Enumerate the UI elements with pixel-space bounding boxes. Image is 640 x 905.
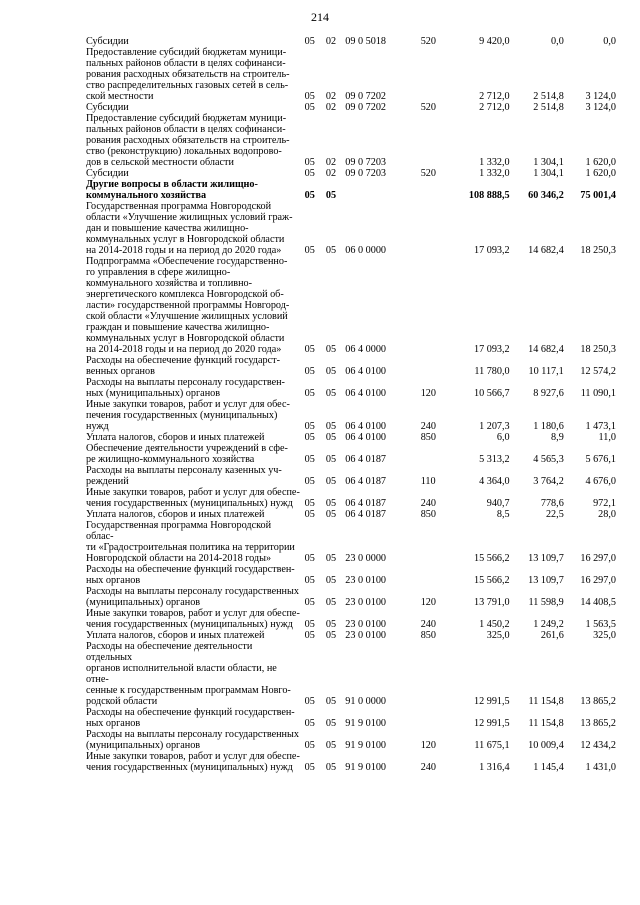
expense-type-code: 240 xyxy=(420,421,436,432)
row-description: Предоставление субсидий бюджетам муници- пальных районов области в целях софинанси- рования расходных обязательств на строитель- ство распределительных газовых сетей в сель- ской местности xyxy=(86,47,290,102)
subsection-code: 05 xyxy=(325,421,337,432)
amount-col-3: 18 250,3 xyxy=(580,344,616,355)
expense-type-code: 520 xyxy=(420,36,436,47)
subsection-code: 02 xyxy=(325,102,337,113)
row-description: Расходы на обеспечение функций государствен- ных органов xyxy=(86,564,295,586)
subsection-code: 05 xyxy=(325,630,337,641)
subsection-code: 02 xyxy=(325,91,337,102)
target-item-code: 91 0 0000 xyxy=(345,696,387,707)
table-row xyxy=(86,443,616,465)
amount-col-3: 972,1 xyxy=(593,498,616,509)
amount-col-1: 108 888,5 xyxy=(468,190,510,201)
expense-type-code: 240 xyxy=(420,762,436,773)
amount-col-1: 17 093,2 xyxy=(473,245,510,256)
amount-col-2: 1 249,2 xyxy=(533,619,564,630)
table-row xyxy=(86,399,616,432)
target-item-code: 09 0 7202 xyxy=(345,102,387,113)
amount-col-2: 0,0 xyxy=(551,36,564,47)
subsection-code: 05 xyxy=(325,696,337,707)
amount-col-1: 13 791,0 xyxy=(473,597,510,608)
section-code: 05 xyxy=(304,718,315,729)
table-row xyxy=(86,630,616,641)
amount-col-1: 12 991,5 xyxy=(473,718,510,729)
table-row xyxy=(86,729,616,751)
row-description: Обеспечение деятельности учреждений в сфе- ре жилищно-коммунального хозяйства xyxy=(86,443,288,465)
subsection-code: 05 xyxy=(325,388,337,399)
expense-type-code: 850 xyxy=(420,432,436,443)
table-row xyxy=(86,586,616,608)
amount-col-1: 11 675,1 xyxy=(474,740,510,751)
subsection-code: 02 xyxy=(325,36,337,47)
section-code: 05 xyxy=(304,102,315,113)
amount-col-3: 1 473,1 xyxy=(585,421,616,432)
expense-type-code: 120 xyxy=(420,388,436,399)
page-number: 214 xyxy=(311,10,329,24)
target-item-code: 23 0 0100 xyxy=(345,630,387,641)
subsection-code: 05 xyxy=(325,762,337,773)
amount-col-1: 6,0 xyxy=(496,432,510,443)
amount-col-1: 9 420,0 xyxy=(479,36,510,47)
subsection-code: 05 xyxy=(325,509,337,520)
section-code: 05 xyxy=(304,36,315,47)
row-description: Уплата налогов, сборов и иных платежей xyxy=(86,509,265,520)
section-code: 05 xyxy=(304,498,315,509)
subsection-code: 05 xyxy=(325,344,337,355)
amount-col-3: 4 676,0 xyxy=(585,476,616,487)
section-code: 05 xyxy=(304,696,315,707)
subsection-code: 05 xyxy=(325,597,337,608)
amount-col-2: 11 154,8 xyxy=(528,696,564,707)
row-description: Расходы на выплаты персоналу государственных (муниципальных) органов xyxy=(86,586,299,608)
section-code: 05 xyxy=(304,168,315,179)
target-item-code: 09 0 7203 xyxy=(345,157,387,168)
section-code: 05 xyxy=(304,190,315,201)
amount-col-2: 2 514,8 xyxy=(533,102,564,113)
target-item-code: 91 9 0100 xyxy=(345,740,387,751)
row-description: Подпрограмма «Обеспечение государственно- го управления в сфере жилищно- коммунального хозяйства и топливно- энергетического комплекса Новгородской об- ласти» государственной программы Новгород- ской области «Улучшение жилищных условий граждан и повышение качества жилищно- коммунальных услуг в Новгородской области на 2014-2018 годы и на период до 2020 года» xyxy=(86,256,290,355)
target-item-code: 23 0 0000 xyxy=(345,553,387,564)
expense-type-code: 520 xyxy=(420,102,436,113)
row-description: Другие вопросы в области жилищно- коммунального хозяйства xyxy=(86,179,258,201)
amount-col-2: 8 927,6 xyxy=(533,388,564,399)
section-code: 05 xyxy=(304,619,315,630)
amount-col-2: 2 514,8 xyxy=(533,91,564,102)
amount-col-3: 3 124,0 xyxy=(585,102,616,113)
amount-col-1: 2 712,0 xyxy=(479,91,510,102)
table-row xyxy=(86,564,616,586)
target-item-code: 06 4 0187 xyxy=(345,454,387,465)
amount-col-1: 15 566,2 xyxy=(473,553,510,564)
amount-col-1: 1 450,2 xyxy=(479,619,510,630)
amount-col-1: 15 566,2 xyxy=(473,575,510,586)
section-code: 05 xyxy=(304,91,315,102)
subsection-code: 05 xyxy=(325,718,337,729)
table-row xyxy=(86,201,616,256)
subsection-code: 05 xyxy=(325,498,337,509)
section-code: 05 xyxy=(304,388,315,399)
amount-col-2: 10 117,1 xyxy=(528,366,564,377)
amount-col-1: 1 332,0 xyxy=(479,157,510,168)
amount-col-1: 17 093,2 xyxy=(473,344,510,355)
table-row xyxy=(86,608,616,630)
amount-col-3: 1 431,0 xyxy=(585,762,616,773)
table-row xyxy=(86,47,616,102)
amount-col-1: 10 566,7 xyxy=(473,388,510,399)
subsection-code: 02 xyxy=(325,168,337,179)
amount-col-1: 12 991,5 xyxy=(473,696,510,707)
amount-col-3: 1 620,0 xyxy=(585,157,616,168)
subsection-code: 05 xyxy=(325,619,337,630)
row-description: Расходы на выплаты персоналу государственных (муниципальных) органов xyxy=(86,729,299,751)
amount-col-3: 11 090,1 xyxy=(580,388,616,399)
expense-type-code: 850 xyxy=(420,509,436,520)
target-item-code: 06 4 0100 xyxy=(345,388,387,399)
target-item-code: 06 4 0100 xyxy=(345,421,387,432)
amount-col-2: 261,6 xyxy=(540,630,564,641)
amount-col-3: 1 620,0 xyxy=(585,168,616,179)
amount-col-3: 16 297,0 xyxy=(580,575,616,586)
target-item-code: 91 9 0100 xyxy=(345,718,387,729)
amount-col-2: 22,5 xyxy=(545,509,564,520)
target-item-code: 06 4 0187 xyxy=(345,476,387,487)
target-item-code: 09 0 5018 xyxy=(345,36,387,47)
amount-col-3: 1 563,5 xyxy=(585,619,616,630)
amount-col-1: 2 712,0 xyxy=(479,102,510,113)
subsection-code: 05 xyxy=(325,454,337,465)
amount-col-2: 60 346,2 xyxy=(528,190,564,201)
amount-col-2: 1 145,4 xyxy=(533,762,564,773)
row-description: Иные закупки товаров, работ и услуг для обес- печения государственных (муниципальных) нужд xyxy=(86,399,290,432)
table-row xyxy=(86,641,616,707)
table-row xyxy=(86,168,616,179)
section-code: 05 xyxy=(304,454,315,465)
section-code: 05 xyxy=(304,366,315,377)
amount-col-1: 4 364,0 xyxy=(479,476,510,487)
amount-col-1: 940,7 xyxy=(486,498,510,509)
target-item-code: 23 0 0100 xyxy=(345,597,387,608)
section-code: 05 xyxy=(304,575,315,586)
table-row xyxy=(86,36,616,47)
amount-col-3: 0,0 xyxy=(603,36,616,47)
section-code: 05 xyxy=(304,597,315,608)
target-item-code: 06 0 0000 xyxy=(345,245,387,256)
amount-col-1: 1 316,4 xyxy=(479,762,510,773)
expense-type-code: 110 xyxy=(420,476,436,487)
amount-col-3: 16 297,0 xyxy=(580,553,616,564)
expense-type-code: 120 xyxy=(420,740,436,751)
section-code: 05 xyxy=(304,432,315,443)
row-description: Расходы на обеспечение функций государствен- ных органов xyxy=(86,707,295,729)
amount-col-1: 11 780,0 xyxy=(474,366,510,377)
amount-col-3: 14 408,5 xyxy=(580,597,616,608)
row-description: Государственная программа Новгородской облас- ти «Градостроительная политика на территории Новгородской области на 2014-2018 годы» xyxy=(86,520,295,564)
row-description: Расходы на выплаты персоналу государствен- ных (муниципальных) органов xyxy=(86,377,285,399)
subsection-code: 05 xyxy=(325,553,337,564)
table-row xyxy=(86,432,616,443)
amount-col-2: 11 598,9 xyxy=(528,597,564,608)
row-description: Субсидии xyxy=(86,168,129,179)
subsection-code: 05 xyxy=(325,245,337,256)
target-item-code: 06 4 0000 xyxy=(345,344,387,355)
subsection-code: 05 xyxy=(325,575,337,586)
target-item-code: 06 4 0187 xyxy=(345,498,387,509)
amount-col-2: 10 009,4 xyxy=(528,740,564,751)
target-item-code: 06 4 0100 xyxy=(345,366,387,377)
amount-col-2: 13 109,7 xyxy=(528,575,564,586)
target-item-code: 06 4 0100 xyxy=(345,432,387,443)
amount-col-2: 13 109,7 xyxy=(528,553,564,564)
expense-type-code: 850 xyxy=(420,630,436,641)
section-code: 05 xyxy=(304,509,315,520)
amount-col-3: 75 001,4 xyxy=(580,190,616,201)
amount-col-3: 18 250,3 xyxy=(580,245,616,256)
amount-col-3: 5 676,1 xyxy=(585,454,616,465)
table-row xyxy=(86,102,616,113)
row-description: Расходы на выплаты персоналу казенных уч- реждений xyxy=(86,465,282,487)
expense-type-code: 240 xyxy=(420,619,436,630)
target-item-code: 06 4 0187 xyxy=(345,509,387,520)
subsection-code: 05 xyxy=(325,476,337,487)
table-row xyxy=(86,751,616,773)
amount-col-2: 8,9 xyxy=(551,432,564,443)
subsection-code: 05 xyxy=(325,432,337,443)
amount-col-1: 5 313,2 xyxy=(479,454,510,465)
table-row xyxy=(86,113,616,168)
amount-col-2: 778,6 xyxy=(540,498,564,509)
table-row xyxy=(86,355,616,377)
table-row xyxy=(86,707,616,729)
row-description: Субсидии xyxy=(86,36,129,47)
subsection-code: 05 xyxy=(325,740,337,751)
subsection-code: 05 xyxy=(325,366,337,377)
section-code: 05 xyxy=(304,344,315,355)
row-description: Иные закупки товаров, работ и услуг для обеспе- чения государственных (муниципальных) нужд xyxy=(86,751,300,773)
amount-col-3: 13 865,2 xyxy=(580,696,616,707)
expense-type-code: 240 xyxy=(420,498,436,509)
expense-type-code: 520 xyxy=(420,168,436,179)
amount-col-2: 11 154,8 xyxy=(528,718,564,729)
section-code: 05 xyxy=(304,157,315,168)
amount-col-3: 13 865,2 xyxy=(580,718,616,729)
row-description: Уплата налогов, сборов и иных платежей xyxy=(86,630,265,641)
subsection-code: 02 xyxy=(325,157,337,168)
amount-col-3: 12 434,2 xyxy=(580,740,616,751)
amount-col-2: 3 764,2 xyxy=(533,476,564,487)
section-code: 05 xyxy=(304,245,315,256)
row-description: Иные закупки товаров, работ и услуг для обеспе- чения государственных (муниципальных) нужд xyxy=(86,608,300,630)
amount-col-1: 325,0 xyxy=(486,630,510,641)
amount-col-2: 1 180,6 xyxy=(533,421,564,432)
expense-type-code: 120 xyxy=(420,597,436,608)
section-code: 05 xyxy=(304,553,315,564)
table-row xyxy=(86,520,616,564)
amount-col-1: 8,5 xyxy=(496,509,510,520)
row-description: Уплата налогов, сборов и иных платежей xyxy=(86,432,265,443)
table-row xyxy=(86,465,616,487)
amount-col-3: 28,0 xyxy=(598,509,616,520)
table-row xyxy=(86,256,616,355)
section-code: 05 xyxy=(304,476,315,487)
amount-col-2: 14 682,4 xyxy=(528,245,564,256)
budget-table xyxy=(86,36,616,773)
amount-col-1: 1 332,0 xyxy=(479,168,510,179)
row-description: Субсидии xyxy=(86,102,129,113)
target-item-code: 23 0 0100 xyxy=(345,619,387,630)
table-row xyxy=(86,377,616,399)
amount-col-2: 14 682,4 xyxy=(528,344,564,355)
amount-col-2: 1 304,1 xyxy=(533,157,564,168)
row-description: Расходы на обеспечение деятельности отдельных органов исполнительной власти области, не отне- сенные к государственным программам Новго- родской области xyxy=(86,641,291,707)
table-row xyxy=(86,487,616,509)
amount-col-3: 12 574,2 xyxy=(580,366,616,377)
table-row xyxy=(86,179,616,201)
target-item-code: 09 0 7203 xyxy=(345,168,387,179)
row-description: Иные закупки товаров, работ и услуг для обеспе- чения государственных (муниципальных) нужд xyxy=(86,487,300,509)
subsection-code: 05 xyxy=(325,190,337,201)
amount-col-2: 1 304,1 xyxy=(533,168,564,179)
row-description: Государственная программа Новгородской области «Улучшение жилищных условий граж- дан и повышение качества жилищно- коммунальных услуг в Новгородской области на 2014-2018 годы и на период до 2020 года» xyxy=(86,201,293,256)
section-code: 05 xyxy=(304,630,315,641)
table-row xyxy=(86,509,616,520)
section-code: 05 xyxy=(304,421,315,432)
row-description: Предоставление субсидий бюджетам муници- пальных районов области в целях софинанси- рования расходных обязательств на строитель- ство (реконструкцию) локальных водопрово- дов в сельской местности области xyxy=(86,113,290,168)
target-item-code: 91 9 0100 xyxy=(345,762,387,773)
section-code: 05 xyxy=(304,762,315,773)
target-item-code: 09 0 7202 xyxy=(345,91,387,102)
amount-col-3: 325,0 xyxy=(593,630,616,641)
amount-col-3: 11,0 xyxy=(598,432,616,443)
amount-col-2: 4 565,3 xyxy=(533,454,564,465)
section-code: 05 xyxy=(304,740,315,751)
target-item-code: 23 0 0100 xyxy=(345,575,387,586)
amount-col-1: 1 207,3 xyxy=(479,421,510,432)
amount-col-3: 3 124,0 xyxy=(585,91,616,102)
row-description: Расходы на обеспечение функций государст- венных органов xyxy=(86,355,280,377)
